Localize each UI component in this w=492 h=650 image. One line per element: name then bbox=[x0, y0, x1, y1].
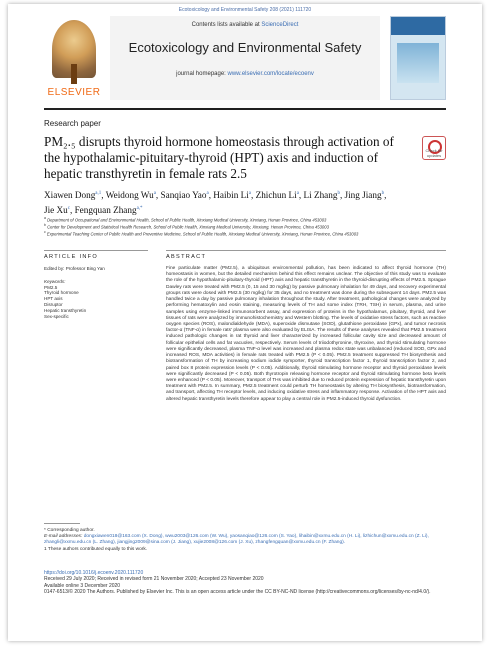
abstract-text: Fine particulate matter (PM2.5), a ubiquitous environmental pollution, has been indicated to affect thyroid hormone (TH) homeostasis in women, but the detailed mechanism behind this effect remains unclear. The objective of this study was to evaluate the role of the hypothalamic-pituitary-thyroid (HPT) axis and hepatic transthyretin in the thyroid-disrupting effects of PM2.5. Sprague Dawley rats were treated with PM2.5 (0, 15 and 30 mg/kg) by passive pulmonary inhalation for 49 days, and recovery experimental groups rats were dosed with PM2.5 (30 mg/kg) for 35 days, and no treatment was done during the subsequent 14 days. PM2.5 was handled twice a day by passive pulmonary inhalation throughout the study. After treatment, pathological changes were analyzed by performing hematoxylin and eosin staining, measuring levels of TH and some index (TRH, TSH) in serum, plasma, and urine samples using enzyme-linked immunosorbent assay, and expression of proteins in the hypothalamus, pituitary, thyroid, and liver tissues of rats were analyzed by immunohistochemistry and Western blotting. The levels of oxidative stress factors, such as reactive oxygen species (ROS), malondialdehyde (MDA), superoxide dismutase (SOD), glutathione peroxidase (GPx), and tumor necrosis factor-α (TNF-α) in female rats' plasma were also evaluated by ELISA. The results of these analyses revealed that PM2.5 treatment induced pathologic changes in rat thyroid and liver characterized by increased follicular cavity size and decreased amount of follicular epithelial cells and fat vacuoles, respectively. Serum levels of triiodothyronine, thyroxine, and thyroid stimulating hormone were significantly decreased, plasma TNF-α level was increased and plasma redox state was unbalanced (reduced SOD, GPx and increased ROS, MDA activities) in female rats treated with PM2.5 (P < 0.05). PM2.5 treatment suppressed TH biosynthesis and biotransformation of TH by increasing sodium iodide symporter, thyroid transcription factor 1, thyroid transcription factor 2, and paired box 8 protein expression levels (P < 0.05). Additionally, thyroid stimulating hormone receptor and thyroid peroxidase levels were significantly decreased (P < 0.05). Both thyrotropin releasing hormone receptor and thyroid stimulating hormone beta levels were enhanced (P < 0.05). Moreover, transport of THs was inhibited due to reduced protein expression of hepatic transthyretin upon treatment with PM2.5. In summary, PM2.5 treatment could perturb TH homeostasis by altering TH biosynthesis, biotransformation, and transport, affecting TH receptor levels, and inducing oxidative stress and inflammatory response. Activation of the HPT axis and altered hepatic transthyretin levels therefore appear to play a central role in PM2.5-induced thyroid dysfunction. bbox=[166, 266, 446, 402]
cover-band bbox=[391, 17, 445, 35]
author[interactable]: Jing Jiang$^b$, bbox=[344, 190, 387, 201]
article-history bbox=[44, 570, 446, 596]
keyword: Thyroid hormone bbox=[44, 290, 79, 296]
article-info-header: ARTICLE INFO bbox=[44, 254, 99, 260]
masthead-rule bbox=[44, 108, 446, 110]
corresponding-author-note: * Corresponding author. bbox=[44, 528, 95, 533]
journal-masthead bbox=[44, 16, 446, 104]
sciencedirect-link[interactable]: ScienceDirect bbox=[261, 22, 299, 28]
footnote-rule bbox=[44, 523, 80, 524]
received-dates: Received 29 July 2020; Received in revised form 21 November 2020; Accepted 23 November 2020 bbox=[44, 576, 264, 583]
affiliations bbox=[44, 216, 446, 238]
keyword: Sex-specific bbox=[44, 313, 69, 319]
equal-contribution-note: 1 These authors contributed equally to this work. bbox=[44, 546, 148, 552]
journal-homepage-link[interactable]: www.elsevier.com/locate/ecoenv bbox=[227, 71, 314, 77]
elsevier-logo[interactable] bbox=[44, 16, 104, 100]
contents-prefix: Contents lists available at bbox=[191, 22, 260, 28]
author[interactable]: Sanqiao Yao$^a$, bbox=[160, 190, 214, 201]
publisher-name: ELSEVIER bbox=[47, 87, 101, 98]
author[interactable]: Haibin Li$^a$, bbox=[213, 190, 256, 201]
keyword: Disruptor bbox=[44, 301, 63, 307]
homepage-prefix: journal homepage: bbox=[176, 71, 226, 77]
author[interactable]: Li Zhang$^b$, bbox=[303, 190, 345, 201]
keyword: PM2.5 bbox=[44, 284, 58, 290]
article-page bbox=[8, 4, 482, 641]
footnotes bbox=[44, 528, 446, 553]
email-links[interactable]: dongxiawen018@163.com (X. Dong), wwu2003@126.com (W. Wu), yaosanqiao@126.com (S. Yao), lihaibin@xxmu.edu.cn (H. Li), lizhichun@xxmu.edu.cn (Z. Li), zhangli@xxmu.edu.cn (L. Zhang), jiangjing2009@sina.com (J. Jiang), xujie2008@126.com (J. Xu), zhangfengquan@xxmu.edu.cn (F. Zhang). bbox=[44, 534, 429, 546]
tree-trunk-icon bbox=[71, 64, 77, 84]
affiliation: $^a$ Department of Occupational and Environmental Health, School of Public Health, Xinxiang Medical University, Xinxiang, Henan Province, China 453003 bbox=[44, 216, 327, 223]
paper-type: Research paper bbox=[44, 119, 101, 128]
journal-citation[interactable]: Ecotoxicology and Environmental Safety 208 (2021) 111720 bbox=[178, 7, 312, 13]
check-for-updates-button[interactable] bbox=[422, 136, 446, 160]
contents-line bbox=[110, 22, 380, 28]
edited-by: Edited by: Professor Bing Yan bbox=[44, 266, 105, 271]
available-online: Available online 3 December 2020 bbox=[44, 582, 121, 589]
homepage-line bbox=[110, 71, 380, 77]
cover-art bbox=[397, 43, 439, 83]
affiliation: $^b$ Center for Development and Statistical Health Research, School of Public Health, Xinxiang Medical University, Xinxiang, Henan Province, China 453003 bbox=[44, 223, 329, 230]
article-title: PM₂.₅ disrupts thyroid hormone homeostasis through activation of the hypothalamic-pituitary-thyroid (HPT) axis and induction of hepatic transthyretin in female rats 2.5 bbox=[44, 134, 394, 181]
affiliation: $^c$ Experimental Teaching Center of Public Health and Preventive Medicine, School of Public Health, Xinxiang Medical University, Xinxiang, Henan Province, China 453003 bbox=[44, 230, 359, 237]
keyword: HPT axis bbox=[44, 296, 63, 302]
author[interactable]: Weidong Wu$^a$, bbox=[105, 190, 161, 201]
author[interactable]: Fengquan Zhang$^{a,*}$ bbox=[74, 205, 143, 216]
check-for-updates-label: Check for updates bbox=[425, 148, 443, 158]
journal-title: Ecotoxicology and Environmental Safety bbox=[128, 40, 362, 55]
abstract-header: ABSTRACT bbox=[166, 254, 207, 260]
keywords-header: Keywords: bbox=[44, 278, 66, 284]
author[interactable]: Zhichun Li$^a$, bbox=[255, 190, 304, 201]
author-list bbox=[44, 187, 446, 217]
doi-link[interactable]: https://doi.org/10.1016/j.ecoenv.2020.111720 bbox=[44, 570, 144, 576]
journal-header bbox=[110, 16, 380, 100]
journal-cover-image[interactable] bbox=[390, 16, 446, 100]
article-info bbox=[44, 266, 152, 319]
author[interactable]: Xiawen Dong$^{a,1}$, bbox=[44, 190, 106, 201]
license-statement: 0147-6513/© 2020 The Authors. Published by Elsevier Inc. This is an open access article under the CC BY-NC-ND license (http://creativecommons.org/licenses/by-nc-nd/4.0/). bbox=[44, 589, 431, 596]
abstract-rule bbox=[166, 250, 446, 251]
article-info-rule bbox=[44, 250, 148, 251]
email-addresses: E-mail addresses: dongxiawen018@163.com (X. Dong), wwu2003@126.com (W. Wu), yaosanqiao@126.com (S. Yao), lihaibin@xxmu.edu.cn (H. Li), lizhichun@xxmu.edu.cn (Z. Li), zhangli@xxmu.edu.cn (L. Zhang), jiangjing2009@sina.com (J. Jiang), xujie2008@126.com (J. Xu), zhangfengquan@xxmu.edu.cn (F. Zhang). bbox=[44, 534, 429, 546]
keyword: Hepatic transthyretin bbox=[44, 307, 87, 313]
author[interactable]: Jie Xu$^c$, bbox=[44, 205, 75, 216]
